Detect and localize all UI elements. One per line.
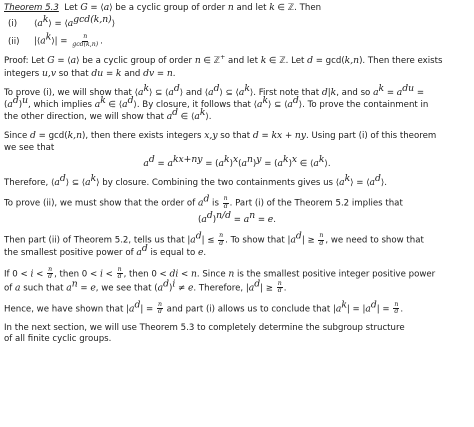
proof-paragraph-1: Proof: Let G = ⟨a⟩ be a cyclic group of order n ∈ ℤ+ and let k ∈ ℤ. Let d = gcd(k,n). Then there exists — [4, 54, 443, 67]
theorem-part-ii: (ii) $|⟨a^k⟩|$ = $\frac{n}{\gcd(k,n)}$ . — [8, 32, 103, 48]
proof-paragraph-4: Therefore, $⟨a^d⟩$ ⊆ $⟨a^k⟩$ by closure. Combining the two containments gives us $⟨a^k⟩$ = $⟨a^d⟩$. — [4, 173, 388, 189]
proof-paragraph-8: Hence, we have shown that $|a^d|$ = $\frac{n}{d}$ and part (i) allows us to conclude that $|a^k| = |a^d|$ = $\frac{n}{d}$ . — [4, 299, 404, 316]
theorem-proof-document — [4, 2, 470, 345]
proof-line: the other direction, we will show that $a^d$ ∈ $⟨a^k⟩$. — [4, 107, 212, 123]
proof-line: of all finite cyclic groups. — [4, 333, 112, 344]
proof-line: integers u,v so that du = k and dv = n. — [4, 67, 176, 79]
theorem-part-i: (i) $⟨a^k⟩$ = $⟨a^{gcd(k,n)}⟩$ — [8, 14, 116, 30]
theorem-statement: Theorem 5.3 Let G = ⟨a⟩ be a cyclic group of order n and let k ∈ ℤ. Then — [4, 2, 322, 13]
theorem-label: Theorem 5.3 — [4, 3, 59, 13]
proof-line: the smallest positive power of $a^d$ is equal to e. — [4, 243, 207, 259]
closing-paragraph: In the next section, we will use Theorem 5.3 to completely determine the subgroup structure — [4, 322, 405, 333]
proof-paragraph-7: If 0 < i < $\frac{n}{d}$ , then 0 < i < $\frac{n}{d}$ , then 0 < di < n. Since n is the smallest positive integer positive power — [4, 265, 436, 281]
proof-line: $(a^d)^u$, which implies $a^k$ ∈ $⟨a^d⟩$. By closure, it follows that $⟨a^k⟩$ ⊆ $⟨a^d⟩$. To prove the containment in — [4, 95, 429, 111]
display-equation-1: $a^d = a^{kx+ny} = (a^k)^x(a^n)^y = (a^k)^x$ ∈ $⟨a^k⟩$. — [143, 153, 331, 169]
proof-paragraph-3: Since d = gcd(k,n), then there exists integers x,y so that d = kx + ny. Using part (i) of this theorem — [4, 130, 437, 142]
proof-line: of a such that $a^n = e$, we see that $(a^d)^i \ne e$. Therefore, $|a^d|$ ≥ $\frac{n}{d}$ . — [4, 278, 287, 295]
display-equation-2: $(a^d)^{n/d} = a^n = e$. — [198, 210, 276, 226]
proof-line: we see that — [4, 142, 55, 153]
proof-paragraph-2: To prove (i), we will show that $⟨a^k⟩$ ⊆ $⟨a^d⟩$ and $⟨a^d⟩$ ⊆ $⟨a^k⟩$. First note that d|k, and so $a^k = a^{du}$ = — [4, 82, 425, 98]
proof-paragraph-6: Then part (ii) of Theorem 5.2, tells us that $|a^d|$ ≤ $\frac{n}{d}$ . To show that $|a^d|$ ≥ $\frac{n}{d}$ , we need to show that — [4, 231, 424, 247]
proof-paragraph-5: To prove (ii), we must show that the order of $a^d$ is $\frac{n}{d}$ . Part (i) of the Theorem 5.2 implies that — [4, 193, 403, 210]
